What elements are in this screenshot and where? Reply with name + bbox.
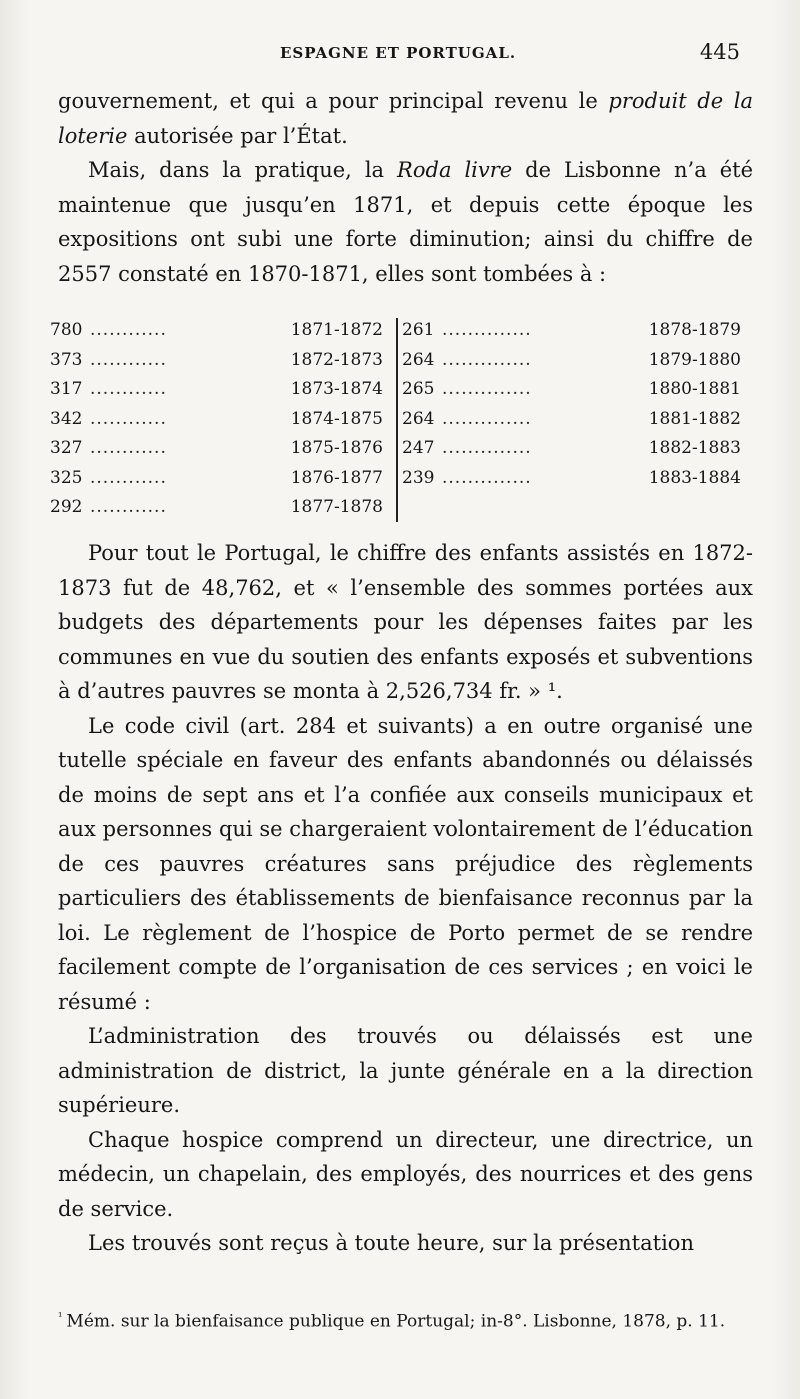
table-value: 373 <box>50 349 83 370</box>
table-divider <box>396 318 398 522</box>
paragraph-hospice-staff: Chaque hospice comprend un directeur, une directrice, un médecin, un chapelain, des employés, des nourrices et des gens de service. <box>58 1127 753 1221</box>
table-row <box>50 346 387 376</box>
page-body <box>58 84 753 291</box>
table-value: 780 <box>50 320 83 340</box>
table-row <box>50 434 387 464</box>
paragraph-reception: Les trouvés sont reçus à toute heure, sur la présentation <box>88 1231 694 1255</box>
paragraph-code-civil: Le code civil (art. 284 et suivants) a en outre organisé une tutelle spéciale en faveur des enfants abandonnés ou délaissés de moins de sept ans et l’a confiée aux conseils municipaux et aux personnes qui se chargeraient volontairement de l’éducation de ces pauvres créatures sans préjudice des règlements particuliers des établissements de bienfaisance reconnus par la loi. Le règlement de l’hospice de Porto permet de se rendre facilement compte de l’organisation de ces services ; en voici le résumé : <box>58 713 753 1014</box>
table-column-right <box>402 316 745 493</box>
table-row <box>402 346 745 376</box>
table-row <box>50 464 387 494</box>
leader-dots: ............ <box>90 467 167 488</box>
paragraph-text: de Lisbonne n’a été maintenue que jusqu’en 1871, et depuis cette époque les expositions ont subi une forte diminution; ainsi du chiffre de 2557 constaté en 1870-1871, elles sont tombées à : <box>58 158 753 286</box>
leader-dots: .............. <box>442 349 532 370</box>
table-row <box>50 493 387 523</box>
table-years: 1874-1875 <box>290 408 383 429</box>
table-value: 261 <box>402 320 435 340</box>
table-value: 327 <box>50 438 83 458</box>
table-years: 1880-1881 <box>648 379 741 399</box>
leader-dots: ............ <box>90 497 167 517</box>
table-row <box>402 434 745 464</box>
footnote-mark: ¹ <box>58 1310 63 1323</box>
italic-phrase: produit de la loterie <box>58 89 753 148</box>
paragraph-text: gouvernement, et qui a pour principal revenu le <box>58 89 609 113</box>
leader-dots: ............ <box>90 379 167 399</box>
table-row <box>50 375 387 405</box>
table-row <box>402 375 745 405</box>
table-years: 1873-1874 <box>290 379 383 399</box>
table-value: 264 <box>402 349 435 370</box>
leader-dots: ............ <box>90 320 167 340</box>
paragraph-portugal-totals: Pour tout le Portugal, le chiffre des enfants assistés en 1872-1873 fut de 48,762, et « l’ensemble des sommes portées aux budgets des départements pour les dépenses faites par les communes en vue du soutien des enfants exposés et subventions à d’autres pauvres se monta à 2,526,734 fr. » ¹. <box>58 541 753 703</box>
table-years: 1881-1882 <box>648 408 741 429</box>
footnote <box>58 1302 753 1337</box>
table-years: 1872-1873 <box>290 349 383 370</box>
leader-dots: .............. <box>442 408 532 429</box>
table-value: 292 <box>50 497 83 517</box>
leader-dots: ............ <box>90 438 167 458</box>
page-header <box>60 40 740 70</box>
paragraph-text: autorisée par l’État. <box>127 123 348 148</box>
paragraph-continuation <box>58 84 753 153</box>
leader-dots: .............. <box>442 467 532 488</box>
leader-dots: ............ <box>90 349 167 370</box>
page-number: 445 <box>699 40 740 64</box>
running-head: ESPAGNE ET PORTUGAL. <box>280 44 517 62</box>
table-years: 1879-1880 <box>648 349 741 370</box>
table-row <box>402 464 745 494</box>
table-value: 247 <box>402 438 435 458</box>
table-value: 317 <box>50 379 83 399</box>
table-value: 239 <box>402 467 435 488</box>
table-row <box>402 405 745 435</box>
page-body-continued <box>58 536 753 1261</box>
table-years: 1875-1876 <box>290 438 383 458</box>
leader-dots: .............. <box>442 438 532 458</box>
paragraph-administration: L’administration des trouvés ou délaissés est une administration de district, la junte générale en a la direction supérieure. <box>58 1024 753 1117</box>
table-column-left <box>50 316 387 523</box>
table-value: 265 <box>402 379 435 399</box>
leader-dots: ............ <box>90 408 167 429</box>
table-years: 1876-1877 <box>290 467 383 488</box>
footnote-text: Mém. sur la bienfaisance publique en Portugal; in-8°. Lisbonne, 1878, p. 11. <box>66 1311 726 1332</box>
table-years: 1877-1878 <box>290 497 383 517</box>
table-row <box>50 405 387 435</box>
italic-phrase: Roda livre <box>397 158 513 182</box>
table-value: 264 <box>402 408 435 429</box>
leader-dots: .............. <box>442 379 532 399</box>
table-years: 1871-1872 <box>290 320 383 340</box>
table-value: 325 <box>50 467 83 488</box>
table-years: 1882-1883 <box>648 438 741 458</box>
paragraph-roda-livre <box>58 153 753 291</box>
paragraph-text: Mais, dans la pratique, la <box>88 158 398 182</box>
table-row <box>402 316 745 346</box>
table-years: 1883-1884 <box>648 467 741 488</box>
table-row <box>50 316 387 346</box>
table-years: 1878-1879 <box>648 320 741 340</box>
leader-dots: .............. <box>442 320 532 340</box>
table-value: 342 <box>50 408 83 429</box>
